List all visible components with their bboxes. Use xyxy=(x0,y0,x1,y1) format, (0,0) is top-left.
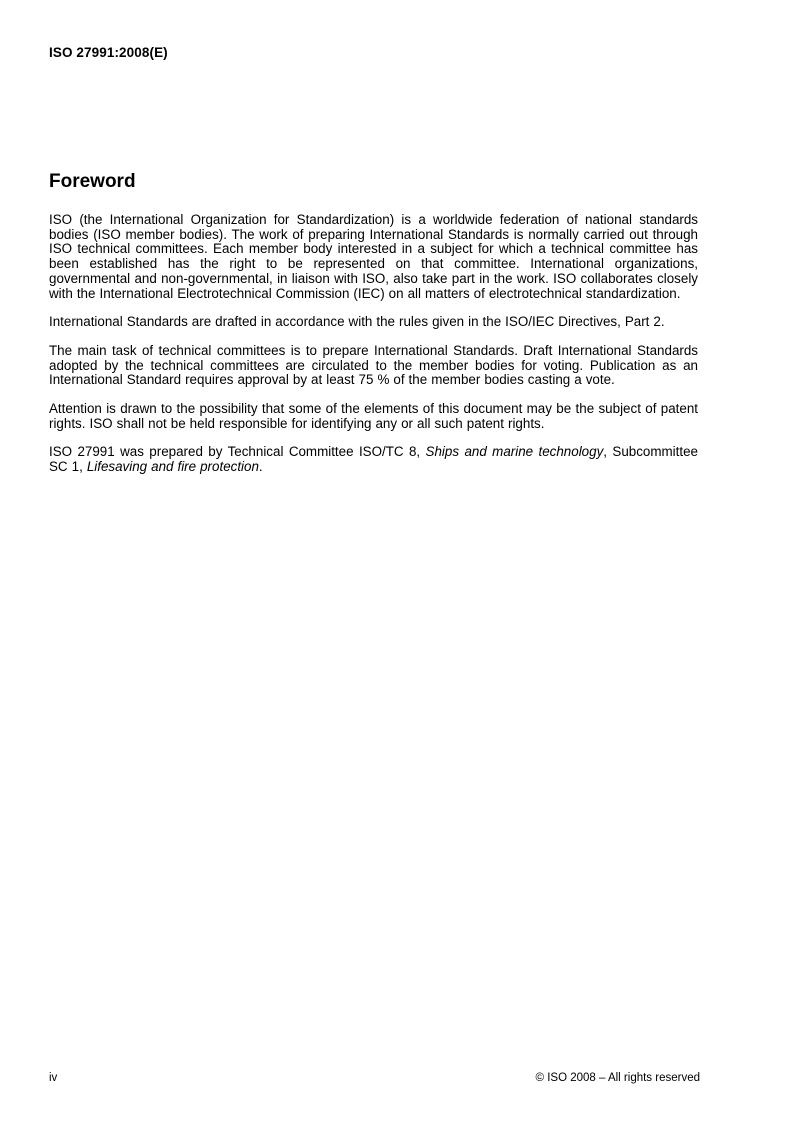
committee-text-mid: , Subcommittee SC 1, xyxy=(49,444,698,475)
foreword-heading: Foreword xyxy=(49,171,136,192)
paragraph-main-task: The main task of technical committees is to prepare International Standards. Draft International Standards adopted by the technical committees are circulated to the member bodies for voting. Publication as an International Standard requires approval by at least 75 % of the member bodies casting a vote. xyxy=(49,342,698,388)
paragraph-committee xyxy=(49,445,698,474)
committee-text-lead: ISO 27991 was prepared by Technical Committee ISO/TC 8, xyxy=(49,444,426,460)
committee-text-end: . xyxy=(258,459,263,475)
copyright-notice: © ISO 2008 – All rights reserved xyxy=(535,1072,700,1084)
paragraph-iso-federation: ISO (the International Organization for Standardization) is a worldwide federation of national standards bodies (ISO member bodies). The work of preparing International Standards is normally carried out through ISO technical committees. Each member body interested in a subject for which a technical committee has been established has the right to be represented on that committee. International organizations, governmental and non-governmental, in liaison with ISO, also take part in the work. ISO collaborates closely with the International Electrotechnical Commission (IEC) on all matters of electrotechnical standardization. xyxy=(49,212,698,301)
subcommittee-name-italic: Lifesaving and fire protection xyxy=(86,459,259,475)
committee-name-italic: Ships and marine technology xyxy=(425,444,604,460)
document-body xyxy=(49,170,698,489)
paragraph-patent-rights: Attention is drawn to the possibility that some of the elements of this document may be the subject of patent rights. ISO shall not be held responsible for identifying any or all such patent rights. xyxy=(49,401,698,431)
paragraph-directives: International Standards are drafted in accordance with the rules given in the ISO/IEC Directives, Part 2. xyxy=(49,314,665,330)
document-reference-header: ISO 27991:2008(E) xyxy=(49,45,168,60)
page-number: iv xyxy=(49,1072,58,1084)
